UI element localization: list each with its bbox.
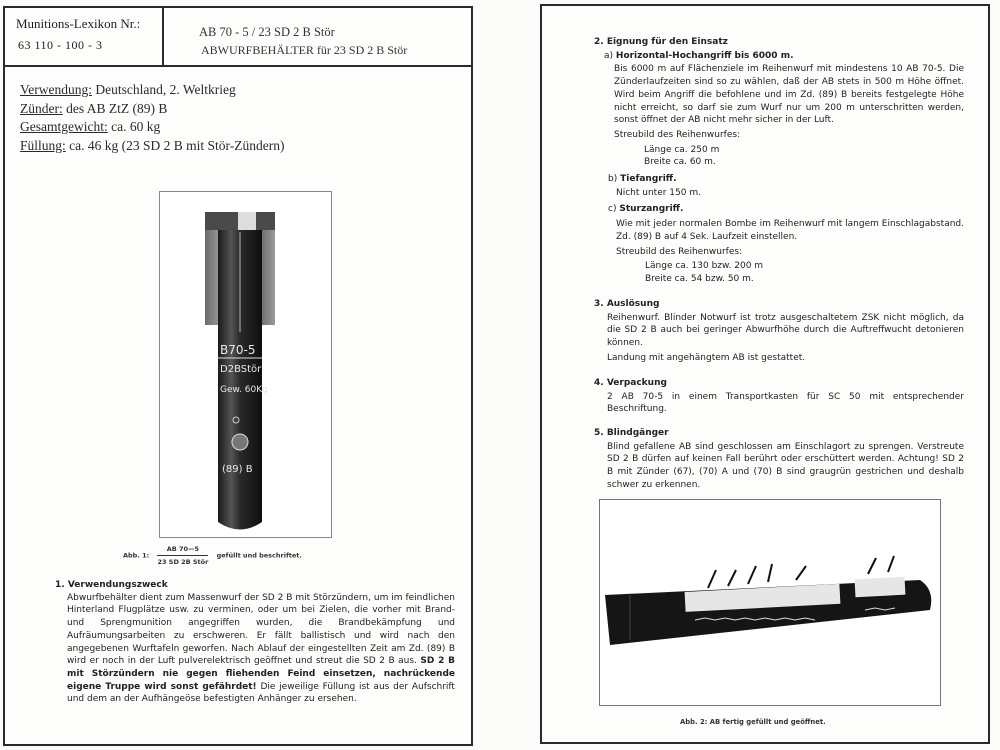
lexikon-number: 63 110 - 100 - 3 bbox=[18, 38, 103, 52]
right-page bbox=[540, 4, 990, 744]
title-line-2: ABWURFBEHÄLTER für 23 SD 2 B Stör bbox=[201, 43, 408, 57]
section-verwendungszweck: 1. Verwendungszweck Abwurfbehälter dient zum Massenwurf der SD 2 B mit Störzündern, um im feindlichen Hinterland Flugplätze usw. zu verminen, oder um bei Zielen, die vorher mit Brand- und Sprengmunition angegriffen wurden, die Brandbekämpfung und Aufräumungsarbeiten zu erschweren. Er fällt ballistisch und wird nach den angegebenen Wurftafeln geworfen. Nach Ablauf der eingestellten Zeit am Zd. (89) B wird er noch in der Luft pulverelektrisch geöffnet und streut die SD 2 B aus. SD 2 B mit Störzündern nie gegen fliehenden Feind einsetzen, nachrückende eigene Truppe wird sonst gefährdet! Die jeweilige Füllung ist aus der Aufschrift und dem an der Aufhängeöse befestigten Anhänger zu ersehen. bbox=[55, 580, 455, 705]
warning-text: SD 2 B mit Störzündern nie gegen fliehenden Feind einsetzen, nachrückende eigene Truppe wird sonst gefährdet! bbox=[67, 656, 455, 692]
spec-verwendung: Verwendung: Deutschland, 2. Weltkrieg bbox=[20, 82, 236, 97]
figure-2-opened-container-photo bbox=[599, 499, 941, 706]
figure-2-caption: Abb. 2: AB fertig gefüllt und geöffnet. bbox=[680, 718, 826, 726]
lexikon-label: Munitions-Lexikon Nr.: bbox=[16, 16, 141, 31]
lexikon-cell bbox=[5, 8, 164, 65]
section-heading: 2. Eignung für den Einsatz bbox=[594, 37, 728, 47]
section-heading: 5. Blindgänger bbox=[594, 428, 669, 438]
opened-container-photo bbox=[600, 500, 940, 705]
figure-1-container-photo bbox=[159, 191, 332, 538]
spec-list bbox=[20, 81, 284, 155]
marking-1: B70-5 bbox=[220, 343, 256, 357]
subsection-b: b) Tiefangriff. Nicht unter 150 m. bbox=[608, 174, 701, 198]
caption-fraction: $\frac{AB 70—5}{\text{23 SD 2B Stör}}$ bbox=[157, 545, 209, 566]
figure-1-caption: Abb. 1: $\frac{AB 70—5}{\text{23 SD 2B Stör}}$ gefüllt und beschriftet. bbox=[123, 545, 302, 566]
subsection-c: c) Sturzangriff. Wie mit jeder normalen Bombe im Reihenwurf mit langem Einschlagabstand. Zd. (89) B auf 4 Sek. Laufzeit einstellen. Streubild des Reihenwurfes: Länge ca. 130 bzw. 200 m Breite ca. 54 bzw. 50 m. bbox=[608, 204, 964, 284]
title-line-1: AB 70 - 5 / 23 SD 2 B Stör bbox=[199, 25, 335, 39]
section-blindgaenger: 5. Blindgänger Blind gefallene AB sind geschlossen am Einschlagort zu sprengen. Verstreute SD 2 B dürfen auf keinen Fall berührt oder erschüttert werden. Achtung! SD 2 B mit Zünder (67), (70) A und (70) B sind graugrün gestrichen und deshalb schwer zu erkennen. bbox=[594, 428, 964, 490]
marking-2: D2BStör bbox=[220, 364, 262, 375]
section-heading: 3. Auslösung bbox=[594, 299, 660, 309]
marking-3: Gew. 60Kg bbox=[220, 385, 268, 395]
section-heading: 1. Verwendungszweck bbox=[55, 580, 168, 590]
subsection-a: a) Horizontal-Hochangriff bis 6000 m. Bis 6000 m auf Flächenziele im Reihenwurf mit mindestens 10 AB 70-5. Die Zünderlaufzeiten sind so zu wählen, daß der AB stets in 500 m Höhe öffnet. Wird beim Angriff die befohlene und im Zd. (89) B bereits festgelegte Höhe nicht erreicht, so darf sie zum Wurf nur um 200 m unterschritten werden, sonst öffnet der AB nicht mehr sicher in der Luft. Streubild des Reihenwurfes: Länge ca. 250 m Breite ca. 60 m. bbox=[604, 50, 964, 168]
marking-4: (89) B bbox=[222, 464, 253, 475]
spec-fuellung: Füllung: ca. 46 kg (23 SD 2 B mit Stör-Zündern) bbox=[20, 137, 285, 153]
section-eignung bbox=[594, 36, 964, 286]
spec-gesamtgewicht: Gesamtgewicht: ca. 60 kg bbox=[20, 119, 161, 134]
section-verpackung: 4. Verpackung 2 AB 70-5 in einem Transportkasten für SC 50 mit entsprechender Beschriftung. bbox=[594, 378, 964, 415]
section-ausloesung: 3. Auslösung Reihenwurf. Blinder Notwurf ist trotz ausgeschaltetem ZSK nicht möglich, da die SD 2 B auch bei geringer Abwurfhöhe durch die Auftreffwucht detonieren können. Landung mit angehängtem AB ist gestattet. bbox=[594, 299, 964, 363]
section-heading: 4. Verpackung bbox=[594, 378, 667, 388]
header-table bbox=[5, 8, 471, 67]
spec-zuender: Zünder: des AB ZtZ (89) B bbox=[20, 100, 168, 116]
left-page bbox=[3, 6, 473, 746]
container-photo bbox=[160, 192, 331, 537]
